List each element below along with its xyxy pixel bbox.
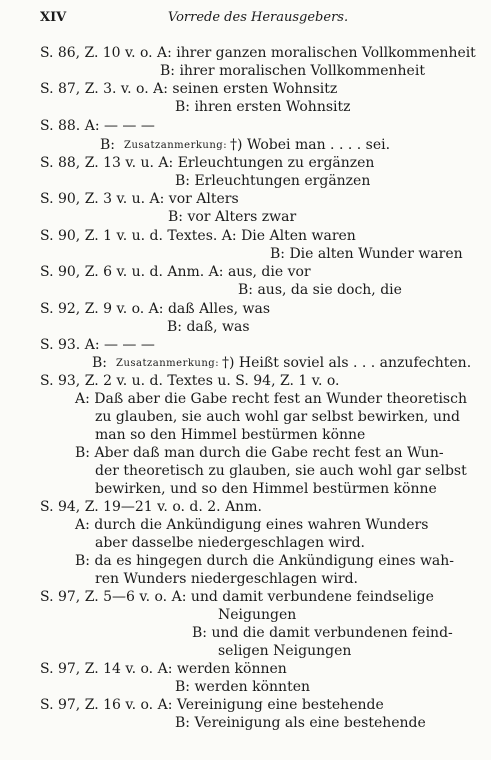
text-line: †) Heißt soviel als . . . anzufechten. xyxy=(222,355,472,371)
text-line: S. 88, Z. 13 v. u. A: Erleuchtungen zu ergänzen xyxy=(40,155,375,171)
text-line: der theoretisch zu glauben, sie auch wohl gar selbst xyxy=(95,463,467,479)
text-line: bewirken, und so den Himmel bestürmen könne xyxy=(95,481,437,497)
text-line: A: durch die Ankündigung eines wahren Wunders xyxy=(75,517,429,533)
text-line: S. 97, Z. 5—6 v. o. A: und damit verbundene feindselige xyxy=(40,589,434,605)
text-line: B: ihren ersten Wohnsitz xyxy=(175,99,351,115)
text-line: aber dasselbe niedergeschlagen wird. xyxy=(95,535,365,551)
text-line: S. 90, Z. 3 v. u. A: vor Alters xyxy=(40,191,239,207)
text-line: zu glauben, sie auch wohl gar selbst bewirken, und xyxy=(95,409,460,425)
text-line: Neigungen xyxy=(218,607,297,623)
note-label: Zusatzanmerkung: xyxy=(116,358,220,369)
text-line: S. 87, Z. 3. v. o. A: seinen ersten Wohnsitz xyxy=(40,81,338,97)
text-line: B: Vereinigung als eine bestehende xyxy=(175,715,426,731)
text-line: B: xyxy=(100,137,116,153)
text-line: seligen Neigungen xyxy=(218,643,352,659)
text-line: B: aus, da sie doch, die xyxy=(238,282,402,298)
text-line: B: daß, was xyxy=(167,319,250,335)
text-line: man so den Himmel bestürmen könne xyxy=(95,427,366,443)
text-line: S. 88. A: — — — xyxy=(40,118,155,134)
text-line: S. 93, Z. 2 v. u. d. Textes u. S. 94, Z. 1 v. o. xyxy=(40,373,340,389)
text-line: S. 90, Z. 6 v. u. d. Anm. A: aus, die vor xyxy=(40,264,311,280)
text-line: A: Daß aber die Gabe recht fest an Wunder theoretisch xyxy=(75,391,467,407)
running-title: Vorrede des Herausgebers. xyxy=(167,10,349,25)
text-line: B: xyxy=(92,355,108,371)
text-line: B: Die alten Wunder waren xyxy=(270,246,463,262)
text-line: B: und die damit verbundenen feind- xyxy=(192,625,453,641)
note-label: Zusatzanmerkung: xyxy=(124,140,228,151)
page-header xyxy=(40,10,476,30)
text-line: †) Wobei man . . . . sei. xyxy=(230,137,391,153)
text-line: B: da es hingegen durch die Ankündigung eines wah- xyxy=(75,553,455,569)
text-line: S. 97, Z. 14 v. o. A: werden können xyxy=(40,661,287,677)
text-line: S. 86, Z. 10 v. o. A: ihrer ganzen moralischen Vollkommenheit xyxy=(40,45,476,61)
text-line: B: Aber daß man durch die Gabe recht fest an Wun- xyxy=(75,445,444,461)
text-line: B: ihrer moralischen Vollkommenheit xyxy=(160,63,425,79)
text-line: S. 97, Z. 16 v. o. A: Vereinigung eine bestehende xyxy=(40,697,384,713)
text-line: B: vor Alters zwar xyxy=(168,209,297,225)
text-line: S. 92, Z. 9 v. o. A: daß Alles, was xyxy=(40,301,271,317)
text-line: ren Wunders niedergeschlagen wird. xyxy=(95,571,358,587)
text-line: B: werden könnten xyxy=(175,679,311,695)
text-line: S. 93. A: — — — xyxy=(40,337,155,353)
text-line: B: Erleuchtungen ergänzen xyxy=(175,173,371,189)
text-line: S. 94, Z. 19—21 v. o. d. 2. Anm. xyxy=(40,499,262,515)
page-number: XIV xyxy=(40,10,67,25)
text-line: S. 90, Z. 1 v. u. d. Textes. A: Die Alten waren xyxy=(40,228,356,244)
